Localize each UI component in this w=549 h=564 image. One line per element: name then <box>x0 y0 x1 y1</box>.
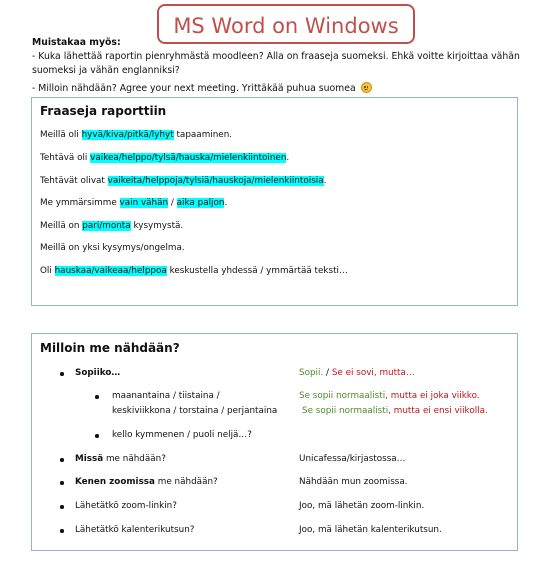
bullet-icon <box>60 372 64 376</box>
bullet-icon <box>60 529 64 533</box>
answer-zoom-link: Joo, mä lähetän zoom-linkin. <box>299 501 425 511</box>
bullet-icon <box>60 505 64 509</box>
phrase-2: Tehtävä oli vaikea/helppo/tylsä/hauska/mielenkiintoinen. <box>40 153 290 163</box>
sopiiko-label: Sopiiko… <box>75 368 121 378</box>
highlight: vaikeita/helppoja/tylsiä/hauskoja/mielenkiintoisia <box>107 176 324 186</box>
highlight: aika paljon <box>176 198 225 208</box>
memo-line-3-text: - Milloin nähdään? Agree your next meeting. Yrittäkää puhua suomea <box>32 83 356 94</box>
bullet-icon <box>60 458 64 462</box>
question-calendar: Lähetätkö kalenterikutsun? <box>75 525 195 535</box>
smiley-icon <box>361 82 372 93</box>
memo-heading: Muistakaa myös: <box>32 37 121 48</box>
phrase-5: Meillä on pari/monta kysymystä. <box>40 221 184 231</box>
meeting-title: Milloin me nähdään? <box>40 341 180 355</box>
memo-line-2: suomeksi ja vähän englanniksi? <box>32 65 180 76</box>
meeting-box <box>31 333 518 551</box>
days-line-2: keskiviikkona / torstaina / perjantaina <box>112 406 278 416</box>
memo-line-1: - Kuka lähettää raportin pienryhmästä moodleen? Alla on fraaseja suomeksi. Ehkä voitte kirjoittaa vähän <box>32 51 520 62</box>
phrase-1: Meillä oli hyvä/kiva/pitkä/lyhyt tapaaminen. <box>40 130 233 140</box>
bullet-icon <box>95 434 99 438</box>
memo-line-3 <box>32 82 537 96</box>
phrase-7: Oli hauskaa/vaikeaa/helppoa keskustella yhdessä / ymmärtää teksti… <box>40 266 348 276</box>
bullet-icon <box>60 481 64 485</box>
phrases-box <box>31 97 518 306</box>
highlight: vain vähän <box>119 198 169 208</box>
highlight: hauskaa/vaikeaa/helppoa <box>54 266 167 276</box>
time-line: kello kymmenen / puoli neljä…? <box>112 430 252 440</box>
question-missa: Missä me nähdään? <box>75 454 166 464</box>
question-kenen: Kenen zoomissa me nähdään? <box>75 477 218 487</box>
phrase-4: Me ymmärsimme vain vähän / aika paljon. <box>40 198 228 208</box>
phrases-title: Fraaseja raporttiin <box>40 104 167 118</box>
answer-2: Se sopii normaalisti, mutta ei ensi viikolla. <box>302 406 488 416</box>
days-line-1: maanantaina / tiistaina / <box>112 391 220 401</box>
phrase-6: Meillä on yksi kysymys/ongelma. <box>40 243 185 253</box>
question-zoom-link: Lähetätkö zoom-linkin? <box>75 501 177 511</box>
bullet-icon <box>95 395 99 399</box>
answer-1: Se sopii normaalisti, mutta ei joka viikko. <box>299 391 480 401</box>
phrase-3: Tehtävät olivat vaikeita/helppoja/tylsiä/hauskoja/mielenkiintoisia. <box>40 176 327 186</box>
watermark-stamp: MS Word on Windows <box>157 4 415 44</box>
answer-kenen: Nähdään mun zoomissa. <box>299 477 408 487</box>
sopii-answer: Sopii. / Se ei sovi, mutta… <box>299 368 415 378</box>
highlight: hyvä/kiva/pitkä/lyhyt <box>81 130 174 140</box>
highlight: pari/monta <box>82 221 131 231</box>
answer-missa: Unicafessa/kirjastossa… <box>299 454 406 464</box>
answer-calendar: Joo, mä lähetän kalenterikutsun. <box>299 525 442 535</box>
highlight: vaikea/helppo/tylsä/hauska/mielenkiintoinen <box>90 153 287 163</box>
